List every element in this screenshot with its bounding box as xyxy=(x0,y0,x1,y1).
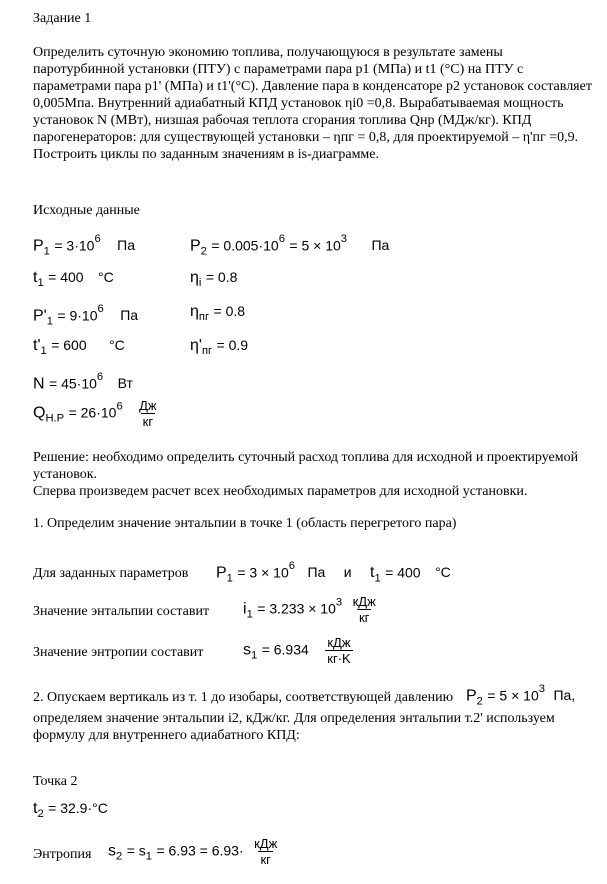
fraction-numerator: Дж xyxy=(139,398,157,413)
formula-entropy: $s_1 = 6.934$ $\frac{\text{кДж}}{кг\cdot K}$ xyxy=(243,635,351,666)
fraction-denominator: кг·K xyxy=(327,651,351,666)
formula-eta-pg: $\eta_{пг} = 0.8$ xyxy=(190,303,246,323)
task-title: Задание 1 xyxy=(33,11,92,26)
formula-p1-prime: $P'_1 = 9\cdot 10^6$ Па xyxy=(33,303,139,328)
formula-step2-pressure: $P_2 = 5 \times 10^3$ Па, xyxy=(466,683,576,708)
formula-t2: $t_2 = 32.9\cdot^\circ C$ xyxy=(33,800,108,820)
first-calc-text: Сперва произведем расчет всех необходимых параметров для исходной установки. xyxy=(33,484,528,499)
initial-data-heading: Исходные данные xyxy=(33,203,140,218)
solution-text: Решение: необходимо определить суточный расход топлива для исходной и проектируемой установок. xyxy=(33,450,579,482)
step1-text: 1. Определим значение энтальпии в точке 1 (область перегретого пара) xyxy=(33,516,457,531)
formula-eta-pg-prime: $\eta'_{пг} = 0.9$ xyxy=(190,337,249,357)
formula-power: $N = 45\cdot 10^6$ Вт xyxy=(33,371,133,393)
entropy-label: Значение энтропии составит xyxy=(33,645,204,660)
fraction-numerator: кДж xyxy=(352,594,376,609)
fraction-denominator: кг xyxy=(142,414,154,429)
formula-for-params: $P_1 = 3 \times 10^6$ Па и $t_1 = 400$ °C xyxy=(216,560,451,585)
step2-line1: 2. Опускаем вертикаль из т. 1 до изобары, соответствующей давлению xyxy=(33,690,454,705)
fraction-denominator: кг xyxy=(358,610,370,625)
formula-heat-value: $Q_{Н.Р} = 26\cdot 10^6$ $\frac{Дж}{кг}$ xyxy=(33,398,157,429)
task-description: Определить суточную экономию топлива, получающуюся в результате замены паротурбинной установки (ПТУ) с параметрами пара p1 (МПа) и t1 (°С) на ПТУ с параметрами пара p1' (МПа) и t1'(°С). Давление пара в конденсаторе p2 установок составляет 0,005Мпа. Внутренний адиабатный КПД установок ηi0 =0,8. Вырабатываемая мощность установок N (МВт), низшая рабочая теплота сгорания топлива Qнр (МДж/кг). КПД парогенераторов: для существующей установки – ηпг = 0,8, для проектируемой – η'пг =0,9. Построить циклы по заданным значениям в is-диаграмме. xyxy=(33,45,592,162)
formula-t1-prime: $t'_1 = 600$ °C xyxy=(33,337,125,357)
fraction-numerator: кДж xyxy=(254,836,278,851)
formula-s2: $s_2 = s_1 = 6.93 = 6.93\cdot$ $\frac{\text{кДж}}{кг}$ xyxy=(108,836,278,867)
for-params-label: Для заданных параметров xyxy=(33,566,189,581)
step2-rest: определяем значение энтальпии i2, кДж/кг. Для определения энтальпии т.2' используем формулу для внутреннего адиабатного КПД: xyxy=(33,711,555,743)
enthalpy-label: Значение энтальпии составит xyxy=(33,604,210,619)
formula-t1: $t_1 = 400$ °C xyxy=(33,269,114,289)
formula-p1: $P_1 = 3\cdot 10^6$ Па xyxy=(33,233,135,258)
point2-heading: Точка 2 xyxy=(33,774,78,789)
formula-enthalpy: $i_1 = 3.233 \times 10^3$ $\frac{\text{кДж}}{кг}$ xyxy=(243,594,376,625)
formula-eta-i: $\eta_i = 0.8$ xyxy=(190,269,238,289)
formula-p2: $P_2 = 0.005\cdot 10^6 = 5 \times 10^3$ Па xyxy=(190,233,390,258)
fraction-denominator: кг xyxy=(260,852,271,867)
fraction-numerator: кДж xyxy=(327,635,351,650)
entropy2-label: Энтропия xyxy=(33,847,92,862)
